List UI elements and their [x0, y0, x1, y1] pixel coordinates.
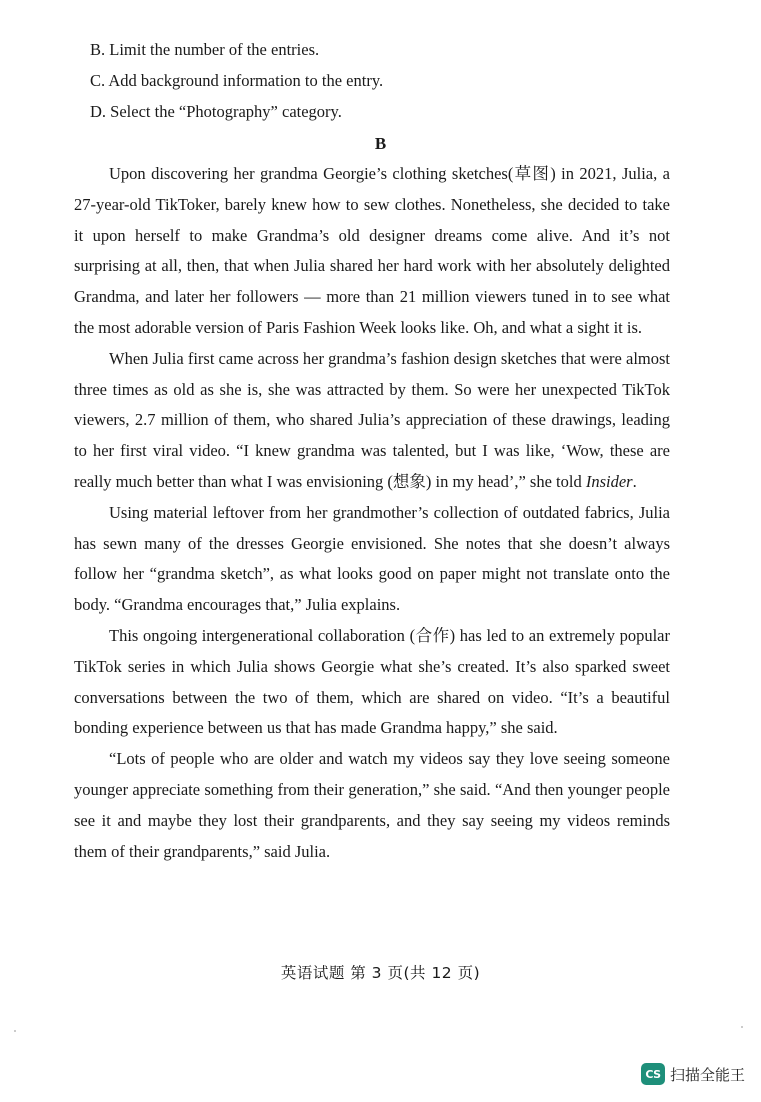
watermark-text: 扫描全能王 [669, 1065, 745, 1084]
passage-paragraph-5: “Lots of people who are older and watch my videos say they love seeing someone younger appreciate something from their generation,” she said. “And then younger people see it and maybe they lost their grandparents, and they say seeing my videos reminds them of their grandparents,” said Julia. [74, 749, 670, 861]
paragraph-2-text: When Julia first came across her grandma’s fashion design sketches that were almost three times as old as she is, she was attracted by them. So were her unexpected TikTok viewers, 2.7 million of them, who shared Julia’s appreciation of these drawings, leading to her first viral video. “I knew grandma was talented, but I was like, ‘Wow, these are really much better than what I was envisioning (想象) in my head’,” she told [74, 348, 670, 491]
scanner-watermark [641, 1062, 745, 1086]
source-name: Insider [585, 471, 633, 491]
passage-paragraph-2 [74, 344, 670, 498]
passage-paragraph-1: Upon discovering her grandma Georgie’s clothing sketches(草图) in 2021, Julia, a 27-year-old TikToker, barely knew how to sew clothes. Nonetheless, she decided to take it upon herself to make Grandma’s old designer dreams come alive. And it’s not surprising at all, then, that when Julia shared her hard work with her absolutely delighted Grandma, and later her followers — more than 21 million viewers tuned in to see what the most adorable version of Paris Fashion Week looks like. Oh, and what a sight it is. [74, 164, 670, 337]
scan-speck [741, 1026, 743, 1028]
paragraph-2-end: . [632, 471, 637, 491]
reading-passage [74, 159, 670, 867]
passage-paragraph-3: Using material leftover from her grandmother’s collection of outdated fabrics, Julia has sewn many of the dresses Georgie envisioned. She notes that she doesn’t always follow her “grandma sketch”, as what looks good on paper might not translate onto the body. “Grandma encourages that,” Julia explains. [74, 502, 670, 615]
option-c: C. Add background information to the entry. [90, 71, 384, 90]
camscanner-logo-icon: CS [641, 1063, 665, 1085]
page-footer: 英语试题 第 3 页(共 12 页) [280, 964, 481, 982]
passage-paragraph-4: This ongoing intergenerational collaboration (合作) has led to an extremely popular TikTok series in which Julia shows Georgie what she’s created. It’s also sparked sweet conversations between the two of them, which are shared on video. “It’s a beautiful bonding experience between us that has made Grandma happy,” she said. [74, 625, 670, 738]
section-heading: B [374, 134, 387, 153]
option-b: B. Limit the number of the entries. [90, 40, 320, 59]
option-d: D. Select the “Photography” category. [90, 102, 342, 121]
scan-speck [14, 1030, 16, 1032]
